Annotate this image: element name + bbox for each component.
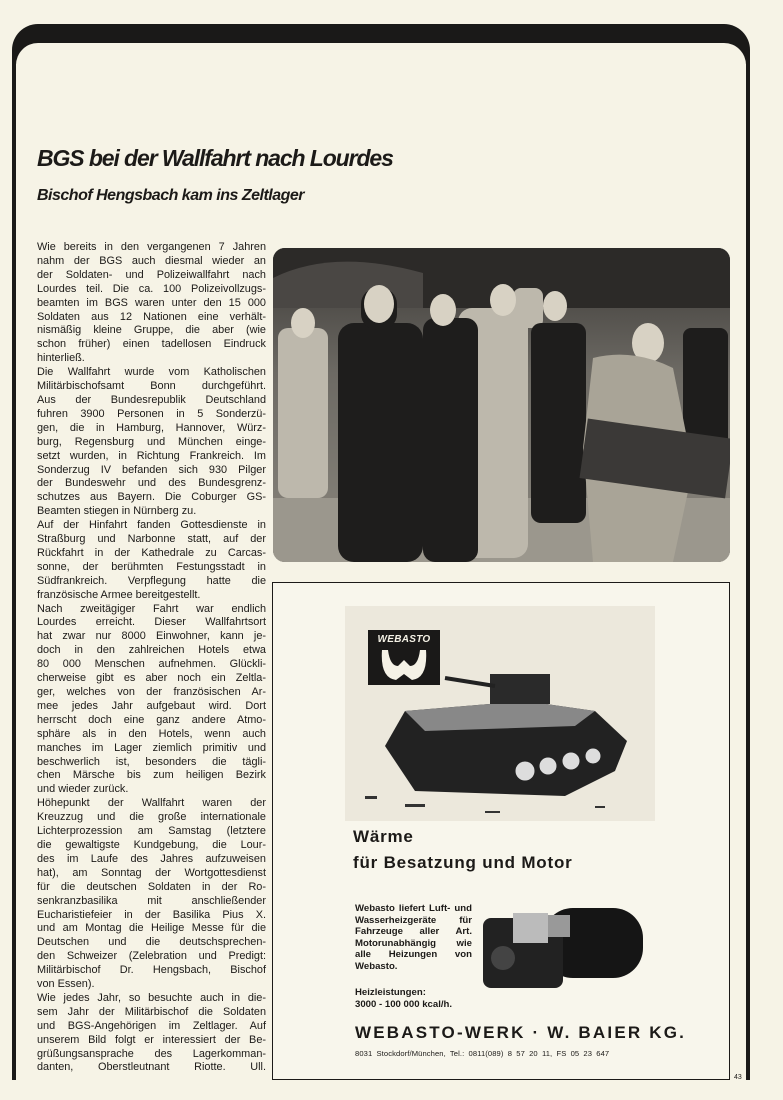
article-line: der Bundeswehr und des Bundesgrenz-	[37, 477, 266, 490]
article-line: Wie jedes Jahr, so besuchte auch in die-	[37, 991, 266, 1004]
article-paragraph	[37, 366, 266, 519]
page-frame-left-rule	[12, 50, 16, 1080]
article-line: Nach zweitägiger Fahrt war endlich	[37, 602, 266, 615]
article-line: von Essen).	[37, 978, 95, 991]
article-line: Südfrankreich. Verpflegung hatte die	[37, 574, 266, 587]
article-photo	[273, 248, 730, 562]
article-line: Beamten stiegen in Nürnberg zu.	[37, 505, 197, 518]
article-line: Lourdes erreicht. Dieser Wallfahrtsort	[37, 616, 266, 629]
heater-unit-image	[473, 893, 653, 993]
article-line: Sonderzug IV befanden sich 930 Pilger	[37, 463, 266, 476]
crowd-photo-image	[273, 248, 730, 562]
article-line: doch in den zahlreichen Hotels etwa	[37, 644, 266, 657]
ad-specs-label: Heizleistungen:	[355, 987, 426, 998]
article-line: Die Wallfahrt wurde vom Katholischen	[37, 366, 266, 379]
article-line: und wieder zurück.	[37, 783, 129, 796]
ad-company-name: WEBASTO-WERK · W. BAIER KG.	[355, 1023, 687, 1042]
article-line: die gewaltigste Kundgebung, die Lour-	[37, 838, 266, 851]
article-line: Militärbischofsamt Bonn durchgeführt.	[37, 380, 266, 393]
article-line: und am Montag die Heilige Messe für die	[37, 922, 266, 935]
ad-headline-2: für Besatzung und Motor	[353, 853, 573, 872]
article-line: den Schweizer (Zelebration und Predigt:	[37, 950, 266, 963]
article-line: Wie bereits in den vergangenen 7 Jahren	[37, 241, 266, 253]
article-headline: BGS bei der Wallfahrt nach Lourdes	[37, 145, 393, 171]
article-line: beschwerlich ist, besonders die tägli-	[37, 755, 266, 768]
article-paragraph	[37, 603, 266, 798]
article-line: sonne, der berühmten Festungsstadt in	[37, 560, 266, 573]
ad-specs-value: 3000 - 100 000 kcal/h.	[355, 998, 453, 1010]
article-line: grüßungsansprache des Lagerkomman-	[37, 1047, 266, 1060]
article-line: hat zwar nur 8000 Einwohner, kann je-	[37, 630, 266, 643]
article-body	[37, 241, 266, 1075]
webasto-logo	[368, 630, 440, 685]
article-line: senkranzbasilika mit anschließender	[37, 894, 266, 907]
article-line: mee jedes Jahr aufgebaut wird. Dort	[37, 699, 266, 712]
article-line: unserem Bild folgt er interessiert der Be-	[37, 1033, 266, 1046]
article-subheadline: Bischof Hengsbach kam ins Zeltlager	[37, 187, 305, 204]
article-line: hat), am Sonntag der Wortgottesdienst	[37, 866, 266, 879]
ad-vehicle-image	[345, 606, 655, 821]
article-line: danten, Oberstleutnant Riotte. Ull.	[37, 1061, 266, 1074]
article-line: setzt wurden, in Richtung Frankreich. Im	[37, 449, 266, 462]
article-line: Straßburg und Narbonne statt, auf der	[37, 533, 266, 546]
article-line: Auf der Hinfahrt fanden Gottesdienste in	[37, 519, 266, 532]
article-line: des im Laufe des Jahres aufzuweisen	[37, 852, 266, 865]
article-line: ger, welches von der französischen Ar-	[37, 686, 266, 698]
ad-headline-1: Wärme	[353, 827, 414, 846]
article-line: sem Jahr der Militärbischof die Soldaten	[37, 1005, 266, 1018]
article-line: schutzes aus Bayern. Die Coburger GS-	[37, 491, 266, 504]
article-line: gen, die in Hamburg, Hannover, Würz-	[37, 421, 266, 434]
article-line: Aus der Bundesrepublik Deutschland	[37, 393, 266, 406]
article-line: Lourdes teil. Die ca. 100 Polizeivollzugs-	[37, 282, 266, 295]
article-line: Deutschen und die deutschsprechen-	[37, 936, 266, 949]
page-number: 43	[734, 1074, 742, 1081]
article-paragraph	[37, 241, 266, 366]
page-frame-right-rule	[746, 50, 750, 1080]
article-line: und BGS-Angehörigen im Zeltlager. Auf	[37, 1019, 266, 1032]
article-line: cherweise gibt es aber noch ein Zeltla-	[37, 672, 266, 685]
article-line: Soldaten aus 12 Nationen eine verhält-	[37, 310, 266, 323]
article-line: Eucharistiefeier in der Basilika Pius X.	[37, 908, 266, 921]
article-line: Rückfahrt in der Kathedrale zu Carcas-	[37, 546, 266, 559]
article-line: schon früher) einen tadellosen Eindruck	[37, 338, 266, 351]
article-line: 80 000 Menschen aufnehmen. Glückli-	[37, 658, 266, 671]
article-line: Militärbischof Dr. Hengsbach, Bischof	[37, 964, 266, 977]
webasto-logo-text: WEBASTO	[377, 634, 431, 645]
article-paragraph	[37, 519, 266, 602]
ad-specs	[355, 987, 452, 1010]
article-line: manches im Lager ziemlich primitiv und	[37, 741, 266, 754]
article-line: für die deutschen Soldaten in der Ro-	[37, 880, 266, 893]
ad-body-text: Webasto liefert Luft- und Wasserheizgeräte für Fahrzeuge aller Art. Motorunabhängig wie alle Heizungen von Webasto.	[355, 903, 472, 972]
article-line: hinterließ.	[37, 352, 85, 365]
article-line: der Soldaten- und Polizeiwallfahrt nach	[37, 268, 266, 281]
article-line: chen Märsche bis zum heiligen Bezirk	[37, 769, 266, 782]
ad-company-address: 8031 Stockdorf/München, Tel.: 0811(089) 8 57 20 11, FS 05 23 647	[355, 1049, 610, 1058]
article-line: sphäre als in den Hotels, wenn auch	[37, 727, 266, 740]
article-line: nahm der BGS auch diesmal wieder an	[37, 254, 266, 267]
article-line: Höhepunkt der Wallfahrt waren der	[37, 797, 266, 810]
article-line: burg, Regensburg und München einge-	[37, 435, 266, 448]
article-line: französische Armee bereitgestellt.	[37, 588, 201, 601]
article-paragraph	[37, 797, 266, 992]
webasto-advertisement	[272, 582, 730, 1080]
article-line: beamten im BGS waren unter den 15 000	[37, 296, 266, 309]
article-line: Lichterprozession am Samstag (letztere	[37, 825, 266, 838]
article-line: fuhren 3900 Personen in 5 Sonderzü-	[37, 407, 266, 420]
article-paragraph	[37, 992, 266, 1075]
article-line: nismäßig kleine Gruppe, die aber (wie	[37, 324, 266, 337]
article-line: herrscht doch eine ganz andere Atmo-	[37, 713, 266, 726]
article-line: Kreuzzug und die große internationale	[37, 811, 266, 824]
page-frame-inner	[16, 43, 746, 83]
